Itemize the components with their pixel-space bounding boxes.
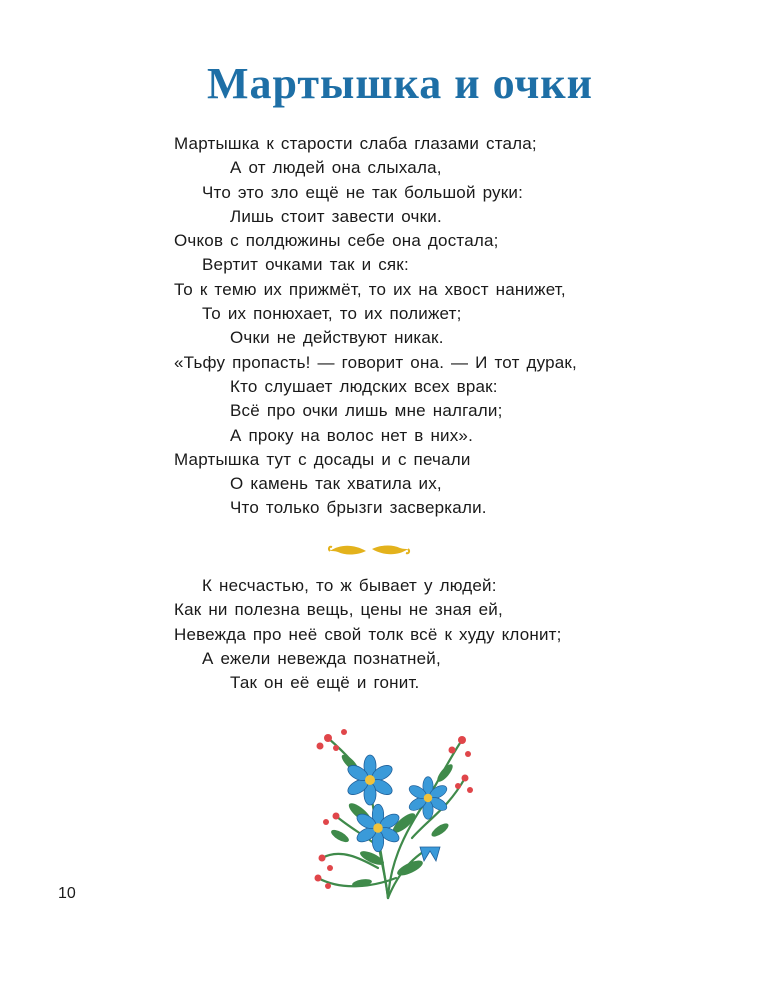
poem-line: А ежели невежда познатней,	[202, 648, 441, 668]
flower-bouquet-icon	[300, 718, 480, 908]
poem-line: Очков с полдюжины себе она достала;	[174, 231, 499, 251]
poem-line: Всё про очки лишь мне налгали;	[230, 401, 503, 421]
poem-line: А от людей она слыхала,	[230, 158, 442, 178]
page-title: Мартышка и очки	[207, 59, 593, 108]
poem-line: О камень так хватила их,	[230, 474, 442, 494]
poem-line: Так он её ещё и гонит.	[230, 673, 420, 693]
ornament-divider-icon	[326, 540, 412, 565]
poem-line: То их понюхает, то их полижет;	[202, 304, 462, 324]
page-number: 10	[58, 885, 76, 902]
poem-line: Мартышка тут с досады и с печали	[174, 449, 471, 469]
poem-line: К несчастью, то ж бывает у людей:	[202, 576, 497, 595]
poem-line: Как ни полезна вещь, цены не зная ей,	[174, 600, 503, 620]
poem-line: Невежда про неё свой толк всё к худу клонит;	[174, 624, 562, 644]
poem-line: Очки не действуют никак.	[230, 328, 444, 348]
poem-line: Что это зло ещё не так большой руки:	[202, 182, 523, 202]
poem-line: Кто слушает людских всех врак:	[230, 376, 498, 396]
poem-line: «Тьфу пропасть! — говорит она. — И тот дурак,	[174, 352, 577, 372]
poem-line: А проку на волос нет в них».	[230, 425, 474, 445]
poem-line: Мартышка к старости слаба глазами стала;	[174, 134, 537, 153]
poem-line: Лишь стоит завести очки.	[230, 206, 442, 226]
poem-line: То к темю их прижмёт, то их на хвост нанижет,	[174, 279, 566, 299]
poem-stanza-1	[174, 132, 577, 521]
poem-line: Вертит очками так и сяк:	[202, 255, 409, 275]
poem-stanza-2	[174, 574, 562, 695]
poem-line: Что только брызги засверкали.	[230, 498, 487, 518]
